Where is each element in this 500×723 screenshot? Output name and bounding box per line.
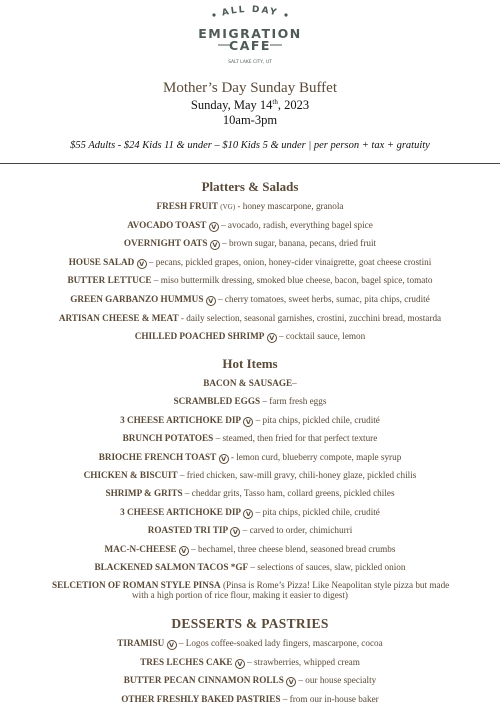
vegetarian-icon: V <box>230 527 240 537</box>
menu-item-description: – selections of sauces, slaw, pickled onion <box>248 562 406 572</box>
vegetarian-icon: V <box>286 677 296 687</box>
menu-item <box>0 220 500 232</box>
menu-item-description: (Pinsa is Rome’s Pizza! Like Neapolitan style pizza but made <box>220 580 450 591</box>
vegetarian-icon: V <box>210 240 220 250</box>
pricing-line: $55 Adults - $24 Kids 11 & under – $10 Kids 5 & under | per person + tax + gratuity <box>70 140 430 151</box>
menu-item <box>0 238 500 250</box>
menu-item-description: - daily selection, seasonal garnishes, crostini, zucchini bread, mostarda <box>178 312 442 323</box>
menu-item-description: – carved to order, chimichurri <box>240 525 353 536</box>
menu-item-name: 3 CHEESE ARTICHOKE DIP <box>120 414 242 425</box>
menu-item <box>0 452 500 464</box>
menu-item-description: – miso buttermilk dressing, smoked blue cheese, bacon, bagel spice, tomato <box>151 275 433 286</box>
menu-item-description: - lemon curd, blueberry compote, maple syrup <box>228 451 402 462</box>
vegetarian-icon: V <box>167 640 177 650</box>
menu-item <box>0 257 500 269</box>
menu-item-name: 3 CHEESE ARTICHOKE DIP <box>120 506 242 517</box>
menu-item-description: – avocado, radish, everything bagel spice <box>218 219 373 230</box>
menu-item <box>0 378 500 388</box>
menu-item-description: – cocktail sauce, lemon <box>276 331 366 342</box>
menu-item <box>0 331 500 343</box>
menu-item-description: – pita chips, pickled chile, crudité <box>253 506 380 517</box>
logo-name-line1: EMIGRATION <box>198 26 302 41</box>
menu-item <box>0 544 500 556</box>
menu-item-name: ROASTED TRI TIP <box>147 525 229 536</box>
vegetarian-icon: V <box>243 509 253 519</box>
menu-item <box>0 638 500 650</box>
section-title: Platters & Salads <box>201 179 299 194</box>
menu-item-name: FRESH FRUIT <box>156 201 218 211</box>
section-title: Hot Items <box>222 356 278 371</box>
menu-item <box>0 433 500 443</box>
divider-rule <box>0 163 500 164</box>
menu-item <box>0 507 500 519</box>
menu-item-name: CHICKEN & BISCUIT <box>83 470 178 480</box>
menu-item-description: – pecans, pickled grapes, onion, honey-cider vinaigrette, goat cheese crostini <box>146 256 432 267</box>
menu-item-name: SELCETION OF ROMAN STYLE PINSA <box>52 580 221 591</box>
menu-item-description: – cheddar grits, Tasso ham, collard greens, pickled chiles <box>182 488 395 499</box>
menu-item-description: – steamed, then fried for that perfect texture <box>213 433 378 444</box>
menu-item-description: – our house specialty <box>296 675 377 686</box>
menu-item-name: OVERNIGHT OATS <box>123 238 208 249</box>
section-title: DESSERTS & PASTRIES <box>171 616 329 631</box>
menu-item-name: TRES LECHES CAKE <box>140 656 233 667</box>
menu-item-name: MAC-N-CHEESE <box>104 543 177 554</box>
menu-item-description: – pita chips, pickled chile, crudité <box>253 414 380 425</box>
menu-item-name: SHRIMP & GRITS <box>105 488 183 499</box>
vegetarian-icon: V <box>206 296 216 306</box>
vegetarian-icon: V <box>137 259 147 269</box>
menu-item <box>0 657 500 669</box>
event-title: Mother’s Day Sunday Buffet <box>162 80 337 96</box>
menu-item-name: AVOCADO TOAST <box>127 219 207 230</box>
menu-item <box>0 415 500 427</box>
menu-item <box>0 396 500 406</box>
vegetarian-icon: V <box>219 454 229 464</box>
menu-item-description: - honey mascarpone, granola <box>235 201 344 211</box>
menu-item <box>0 694 500 704</box>
logo-name-line2: CAFE <box>229 38 271 53</box>
vegetarian-icon: V <box>235 659 245 669</box>
vegetarian-icon: V <box>179 546 189 556</box>
menu-item-name: BRUNCH POTATOES <box>122 433 214 444</box>
menu-item <box>0 488 500 498</box>
event-time: 10am-3pm <box>222 113 278 127</box>
menu-item-description: – <box>292 378 297 388</box>
logo-location: SALT LAKE CITY, UT <box>228 60 272 65</box>
menu-item <box>0 201 500 211</box>
menu-item-name: BLACKENED SALMON TACOS *GF <box>94 562 249 572</box>
vegetarian-icon: V <box>209 222 219 232</box>
menu-item-description: – from our in-house baker <box>280 693 379 704</box>
menu-item-description: – Logos coffee-soaked lady fingers, mascarpone, cocoa <box>176 638 383 648</box>
menu-item-description: – strawberries, whipped cream <box>244 656 360 667</box>
menu-item <box>0 275 500 285</box>
menu-item-name: BACON & SAUSAGE <box>203 378 293 388</box>
menu-item-name: SCRAMBLED EGGS <box>173 396 261 407</box>
menu-item-name: BUTTER LETTUCE <box>67 275 152 286</box>
menu-item-name: OTHER FRESHLY BAKED PASTRIES <box>121 693 281 704</box>
event-date: Sunday, May 14th, 2023 <box>190 98 310 113</box>
menu-item-description: – brown sugar, banana, pecans, dried fruit <box>219 238 377 249</box>
menu-item <box>0 675 500 687</box>
menu-item <box>0 562 500 572</box>
vegetarian-icon: V <box>267 333 277 343</box>
menu-item-tag: (VG) <box>220 203 236 211</box>
menu-item <box>0 525 500 537</box>
menu-item-name: ARTISAN CHEESE & MEAT <box>58 312 179 323</box>
menu-item-description: – bechamel, three cheese blend, seasoned bread crumbs <box>188 543 396 554</box>
menu-item-name: HOUSE SALAD <box>68 256 135 267</box>
menu-item <box>0 294 500 306</box>
menu-item-description: – fried chicken, saw-mill gravy, chili-honey glaze, pickled chilis <box>177 470 417 480</box>
menu-item <box>0 313 500 323</box>
menu-item-name: BUTTER PECAN CINNAMON ROLLS <box>123 675 284 686</box>
menu-item-name: CHILLED POACHED SHRIMP <box>134 331 265 342</box>
logo-arc-text: ALL DAY <box>220 4 280 19</box>
cafe-logo <box>0 0 500 80</box>
menu-item <box>52 580 492 600</box>
menu-item <box>0 470 500 480</box>
menu-item-description: – cherry tomatoes, sweet herbs, sumac, pita chips, crudité <box>215 294 430 304</box>
menu-item-name: GREEN GARBANZO HUMMUS <box>70 294 204 304</box>
menu-item-name: TIRAMISU <box>117 638 165 648</box>
menu-item-description: – farm fresh eggs <box>260 396 327 407</box>
vegetarian-icon: V <box>243 417 253 427</box>
menu-item-description-continued: with a high portion of rice flour, making it easier to digest) <box>132 590 348 601</box>
menu-item-name: BRIOCHE FRENCH TOAST <box>98 451 217 462</box>
